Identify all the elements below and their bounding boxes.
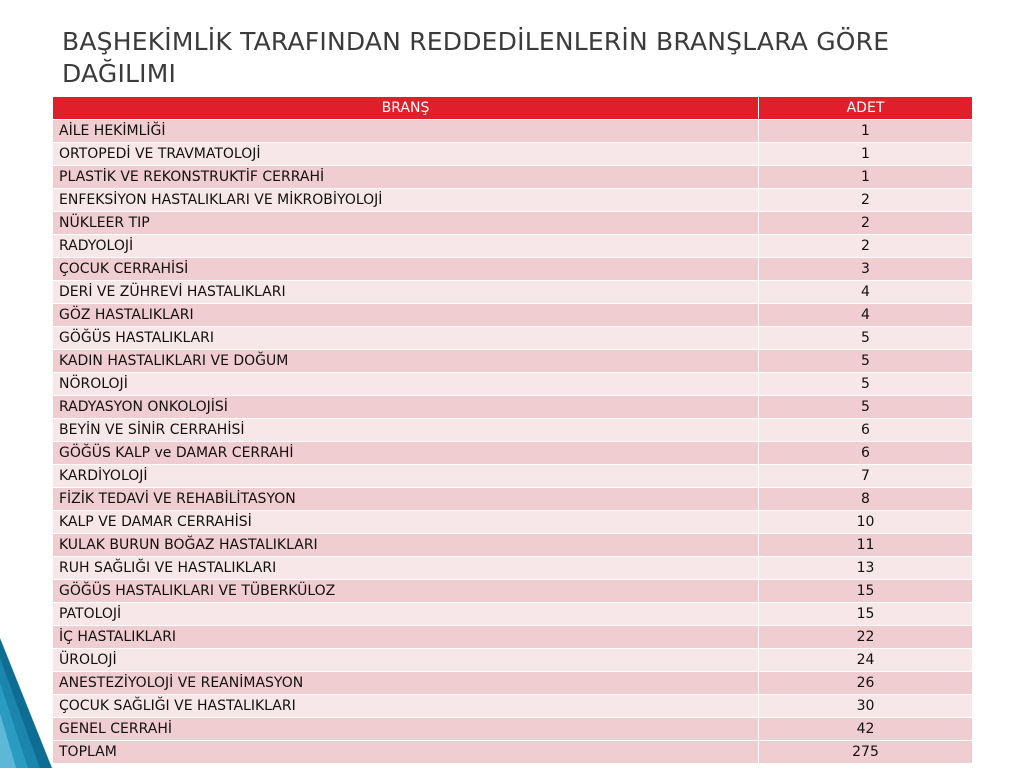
cell-adet: 2 <box>759 189 973 212</box>
cell-adet: 5 <box>759 396 973 419</box>
cell-adet: 2 <box>759 235 973 258</box>
cell-brans: GÖĞÜS HASTALIKLARI VE TÜBERKÜLOZ <box>53 580 759 603</box>
cell-brans: FİZİK TEDAVİ VE REHABİLİTASYON <box>53 488 759 511</box>
table-row <box>53 488 973 511</box>
table-row <box>53 442 973 465</box>
cell-brans: GENEL CERRAHİ <box>53 718 759 741</box>
cell-brans: GÖZ HASTALIKLARI <box>53 304 759 327</box>
table-row <box>53 718 973 741</box>
cell-brans: RADYASYON ONKOLOJİSİ <box>53 396 759 419</box>
table-container <box>52 96 972 764</box>
table-row <box>53 304 973 327</box>
table-row <box>53 511 973 534</box>
table-row <box>53 419 973 442</box>
table-row <box>53 212 973 235</box>
cell-adet: 22 <box>759 626 973 649</box>
cell-adet: 6 <box>759 419 973 442</box>
table-header-row <box>53 97 973 120</box>
total-value: 275 <box>759 741 973 764</box>
cell-adet: 11 <box>759 534 973 557</box>
table-row <box>53 120 973 143</box>
table-row <box>53 465 973 488</box>
table-row <box>53 373 973 396</box>
cell-brans: İÇ HASTALIKLARI <box>53 626 759 649</box>
cell-brans: PATOLOJİ <box>53 603 759 626</box>
cell-adet: 24 <box>759 649 973 672</box>
cell-brans: ÜROLOJİ <box>53 649 759 672</box>
cell-adet: 5 <box>759 373 973 396</box>
column-header-adet: ADET <box>759 97 973 120</box>
corner-decoration <box>0 638 52 768</box>
table-row <box>53 189 973 212</box>
cell-brans: ANESTEZİYOLOJİ VE REANİMASYON <box>53 672 759 695</box>
cell-brans: PLASTİK VE REKONSTRUKTİF CERRAHİ <box>53 166 759 189</box>
cell-adet: 8 <box>759 488 973 511</box>
table-row <box>53 396 973 419</box>
cell-brans: AİLE HEKİMLİĞİ <box>53 120 759 143</box>
table-row <box>53 235 973 258</box>
cell-brans: KADIN HASTALIKLARI VE DOĞUM <box>53 350 759 373</box>
table-body <box>53 120 973 764</box>
cell-adet: 3 <box>759 258 973 281</box>
slide-title: BAŞHEKİMLİK TARAFINDAN REDDEDİLENLERİN BRANŞLARA GÖRE DAĞILIMI <box>62 27 890 88</box>
cell-brans: NÖROLOJİ <box>53 373 759 396</box>
cell-adet: 6 <box>759 442 973 465</box>
cell-brans: KARDİYOLOJİ <box>53 465 759 488</box>
cell-brans: DERİ VE ZÜHREVİ HASTALIKLARI <box>53 281 759 304</box>
cell-adet: 30 <box>759 695 973 718</box>
cell-brans: GÖĞÜS HASTALIKLARI <box>53 327 759 350</box>
table-row <box>53 580 973 603</box>
table-row <box>53 258 973 281</box>
table-row <box>53 603 973 626</box>
cell-adet: 4 <box>759 281 973 304</box>
table-row <box>53 672 973 695</box>
table-row <box>53 166 973 189</box>
cell-brans: BEYİN VE SİNİR CERRAHİSİ <box>53 419 759 442</box>
cell-adet: 10 <box>759 511 973 534</box>
cell-brans: KALP VE DAMAR CERRAHİSİ <box>53 511 759 534</box>
cell-adet: 7 <box>759 465 973 488</box>
table-row <box>53 327 973 350</box>
table-row <box>53 281 973 304</box>
cell-brans: ENFEKSİYON HASTALIKLARI VE MİKROBİYOLOJİ <box>53 189 759 212</box>
cell-adet: 15 <box>759 603 973 626</box>
cell-adet: 15 <box>759 580 973 603</box>
cell-adet: 4 <box>759 304 973 327</box>
table-row <box>53 557 973 580</box>
cell-brans: KULAK BURUN BOĞAZ HASTALIKLARI <box>53 534 759 557</box>
cell-adet: 5 <box>759 327 973 350</box>
cell-adet: 5 <box>759 350 973 373</box>
cell-adet: 1 <box>759 166 973 189</box>
cell-brans: ÇOCUK CERRAHİSİ <box>53 258 759 281</box>
cell-adet: 1 <box>759 120 973 143</box>
branch-table <box>52 96 973 764</box>
cell-adet: 1 <box>759 143 973 166</box>
table-total-row <box>53 741 973 764</box>
cell-adet: 26 <box>759 672 973 695</box>
table-row <box>53 350 973 373</box>
cell-brans: NÜKLEER TIP <box>53 212 759 235</box>
column-header-brans: BRANŞ <box>53 97 759 120</box>
cell-brans: ORTOPEDİ VE TRAVMATOLOJİ <box>53 143 759 166</box>
table-row <box>53 649 973 672</box>
cell-adet: 2 <box>759 212 973 235</box>
table-row <box>53 695 973 718</box>
table-row <box>53 534 973 557</box>
cell-adet: 42 <box>759 718 973 741</box>
table-row <box>53 143 973 166</box>
total-label: TOPLAM <box>53 741 759 764</box>
table-row <box>53 626 973 649</box>
cell-adet: 13 <box>759 557 973 580</box>
cell-brans: ÇOCUK SAĞLIĞI VE HASTALIKLARI <box>53 695 759 718</box>
cell-brans: RUH SAĞLIĞI VE HASTALIKLARI <box>53 557 759 580</box>
cell-brans: RADYOLOJİ <box>53 235 759 258</box>
cell-brans: GÖĞÜS KALP ve DAMAR CERRAHİ <box>53 442 759 465</box>
